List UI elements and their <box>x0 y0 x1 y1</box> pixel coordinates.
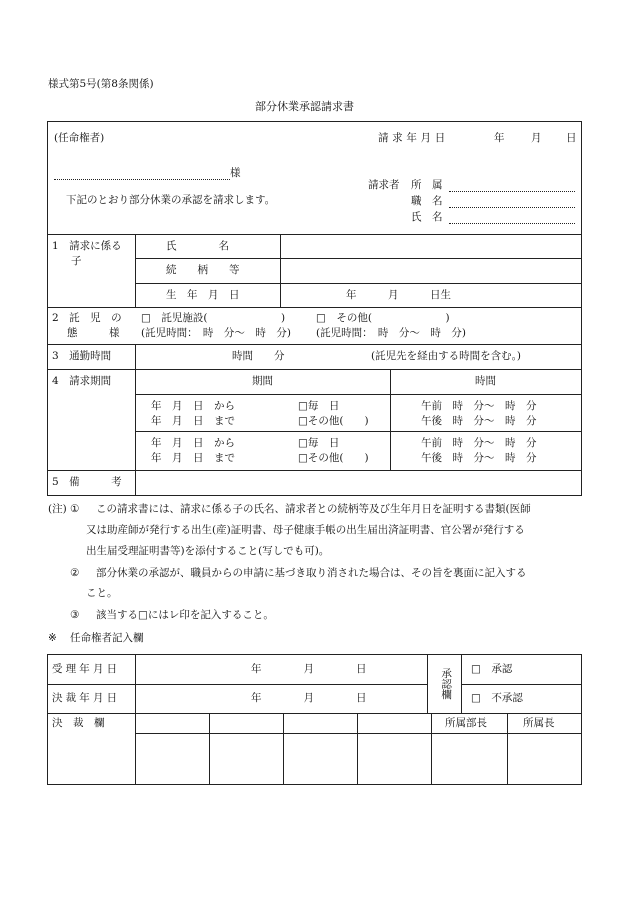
pm-time: 午後 時 分〜 時 分 <box>421 452 537 464</box>
authority-section-title: 任命権者記入欄 <box>70 632 144 644</box>
dept-label: 所 属 <box>411 179 443 191</box>
decision-column-label: 決 裁 欄 <box>52 717 105 729</box>
commute-note: (託児先を経由する時間を含む。) <box>371 350 521 362</box>
section4-label: 4 請求期間 <box>52 375 112 387</box>
period-to: 年 月 日 まで <box>151 452 235 464</box>
period-to: 年 月 日 まで <box>151 415 235 427</box>
section1-label-2: 子 <box>71 255 82 267</box>
child-birth-value: 年 月 日生 <box>346 289 451 301</box>
other-days-checkbox[interactable]: □その他( ) <box>298 452 369 464</box>
requester-label: 請求者 <box>368 179 400 191</box>
addressee-suffix: 様 <box>230 167 241 179</box>
period-from: 年 月 日 から <box>151 437 235 449</box>
facility-checkbox[interactable]: □ 託児施設( ) <box>141 312 286 324</box>
child-birth-label: 生 年 月 日 <box>166 289 240 301</box>
note2-mark: ② <box>70 567 80 579</box>
child-name-label: 氏 名 <box>166 240 229 252</box>
facility-time: (託児時間： 時 分〜 時 分) <box>141 327 291 339</box>
other-time: (託児時間： 時 分〜 時 分) <box>316 327 466 339</box>
intro-text: 下記のとおり部分休業の承認を請求します。 <box>66 194 276 206</box>
note3-line1: 該当する□にはレ印を記入すること。 <box>96 609 274 621</box>
note2-line1: 部分休業の承認が、職員からの申請に基づき取り消された場合は、その旨を裏面に記入する <box>96 567 527 579</box>
request-date-label: 請求年月日 <box>378 132 449 144</box>
daily-checkbox[interactable]: □毎 日 <box>298 437 340 449</box>
section1-label: 1 請求に係る <box>52 240 122 252</box>
note1-mark: ① <box>70 503 80 515</box>
month-label: 月 <box>531 132 542 144</box>
pm-time: 午後 時 分〜 時 分 <box>421 415 537 427</box>
approval-column-label: 承認欄 <box>440 668 453 700</box>
year-label: 年 <box>494 132 505 144</box>
note1-line3: 出生届受理証明書等)を添付すること(写しでも可)。 <box>86 545 330 557</box>
decided-date-value[interactable]: 年 月 日 <box>251 692 367 704</box>
other-checkbox[interactable]: □ その他( ) <box>316 312 450 324</box>
note1-line1: この請求書には、請求に係る子の氏名、請求者との続柄等及び生年月日を証明する書類(医師 <box>96 503 531 515</box>
post-line[interactable] <box>449 207 575 208</box>
name-label: 氏 名 <box>411 211 443 223</box>
section2-label-2: 態 様 <box>67 327 120 339</box>
decided-date-label: 決裁年月日 <box>52 692 121 704</box>
addressee-line[interactable] <box>54 179 230 180</box>
approve-checkbox[interactable]: □ 承認 <box>471 663 513 675</box>
note1-line2: 又は助産師が発行する出生(産)証明書、母子健康手帳の出生届出済証明書、官公署が発行する <box>86 524 525 536</box>
asterisk-mark: ※ <box>48 632 57 644</box>
section3-label: 3 通勤時間 <box>52 350 112 362</box>
note2-line2: こと。 <box>86 587 118 599</box>
dept-head-label: 所属部長 <box>445 717 487 729</box>
period-from: 年 月 日 から <box>151 400 235 412</box>
period-col-header: 期間 <box>252 375 273 387</box>
notes-prefix: (注) <box>48 503 67 515</box>
post-label: 職 名 <box>411 195 443 207</box>
am-time: 午前 時 分〜 時 分 <box>421 437 537 449</box>
received-date-label: 受理年月日 <box>52 663 121 675</box>
remarks-field[interactable] <box>136 471 581 495</box>
name-line[interactable] <box>449 223 575 224</box>
day-label: 日 <box>566 132 577 144</box>
daily-checkbox[interactable]: □毎 日 <box>298 400 340 412</box>
office-head-label: 所属長 <box>523 717 555 729</box>
dept-line[interactable] <box>449 191 575 192</box>
section5-label: 5 備 考 <box>52 476 122 488</box>
form-number: 様式第5号(第8条関係) <box>48 78 154 90</box>
am-time: 午前 時 分〜 時 分 <box>421 400 537 412</box>
child-relation-label: 続 柄 等 <box>166 264 240 276</box>
disapprove-checkbox[interactable]: □ 不承認 <box>471 692 523 704</box>
note3-mark: ③ <box>70 609 80 621</box>
section2-label: 2 託 児 の <box>52 312 122 324</box>
time-col-header: 時間 <box>475 375 496 387</box>
commute-value: 時間 分 <box>232 350 285 362</box>
received-date-value[interactable]: 年 月 日 <box>251 663 367 675</box>
authority-label: (任命権者) <box>54 132 105 144</box>
page-title: 部分休業承認請求書 <box>255 100 354 113</box>
other-days-checkbox[interactable]: □その他( ) <box>298 415 369 427</box>
